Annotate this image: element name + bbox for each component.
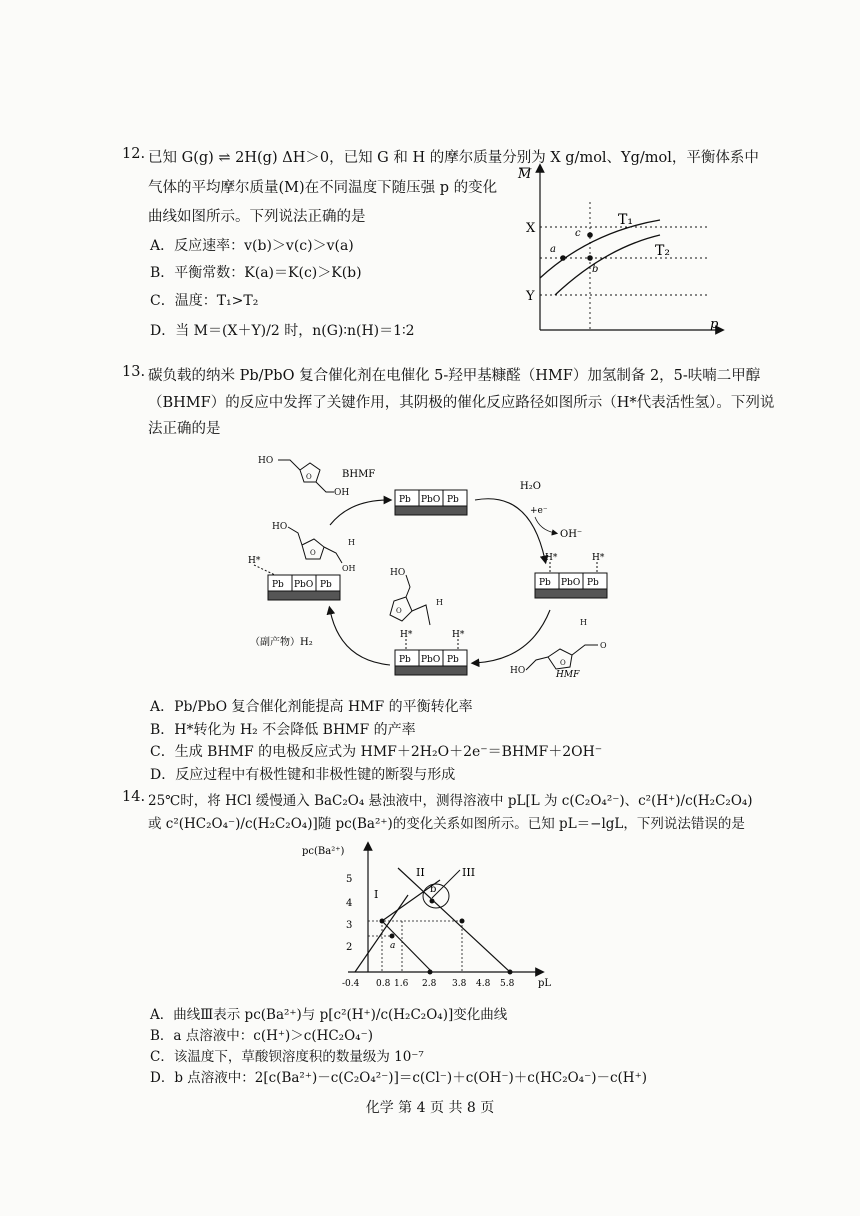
svg-text:II: II [416,866,425,879]
catalyst-top [395,490,467,515]
svg-text:Pb: Pb [399,655,411,665]
svg-text:-0.4: -0.4 [342,979,360,989]
catalyst-right [535,573,607,598]
svg-text:Pb: Pb [447,655,459,665]
catalyst-left [268,575,340,600]
q13-num: 13. [122,364,146,380]
svg-text:PbO: PbO [294,580,314,590]
svg-text:PbO: PbO [421,495,441,505]
q12-stem-line1: 12. [122,146,146,162]
q13-stem-text1: 碳负载的纳米 Pb/PbO 复合催化剂在电催化 5-羟甲基糠醛（HMF）加氢制备 2，5-呋喃二甲醇 [148,368,761,384]
q12-option-d: D．当 M＝(X＋Y)/2 时，n(G)∶n(H)＝1∶2 [150,323,415,339]
q12-curve-t2 [555,235,660,295]
svg-text:b: b [430,884,437,895]
q13-diagram [230,445,650,690]
q14-option-d: D．b 点溶液中：2[c(Ba²⁺)－c(C₂O₄²⁻)]＝c(Cl⁻)＋c(OH⁻)＋c(HC₂O₄⁻)－c(H⁺) [150,1070,647,1086]
svg-text:1.6: 1.6 [394,979,409,989]
svg-text:OH: OH [342,564,356,573]
page-footer: 化学 第 4 页 共 8 页 [365,1100,495,1116]
svg-text:2.8: 2.8 [422,979,437,989]
svg-text:5.8: 5.8 [500,979,515,989]
q14-option-a: A．曲线Ⅲ表示 pc(Ba²⁺)与 p[c²(H⁺)/c(H₂C₂O₄)]变化曲线 [150,1007,508,1023]
svg-text:Pb: Pb [539,578,551,588]
svg-text:Pb: Pb [399,495,411,505]
svg-text:3.8: 3.8 [452,979,467,989]
cycle-arrow-4 [330,500,388,525]
q14-curve-iii [398,868,510,972]
svg-text:H: H [348,538,355,547]
q12-label-t2: T₂ [655,243,670,259]
svg-text:OH: OH [334,488,350,498]
svg-text:III: III [462,866,476,879]
svg-text:O: O [310,549,316,557]
q12-graph [510,160,730,340]
svg-text:O: O [306,473,312,481]
bhmf-molecule [258,456,349,498]
svg-text:O: O [560,659,566,667]
svg-text:HO: HO [390,568,406,578]
q14-option-b: B．a 点溶液中：c(H⁺)＞c(HC₂O₄⁻) [150,1028,373,1044]
q12-option-b: B．平衡常数：K(a)＝K(c)＞K(b) [150,265,362,281]
q12-curve-t1 [540,220,660,278]
svg-text:H*: H* [592,553,605,563]
catalyst-bottom [395,650,467,675]
svg-text:Pb: Pb [587,578,599,588]
q14-stem-text2: 或 c²(HC₂O₄⁻)/c(H₂C₂O₄)]随 pc(Ba²⁺)的变化关系如图所示。已知 pL＝−lgL，下列说法错误的是 [148,816,745,832]
q12-tick-x: X [526,221,536,236]
svg-text:H*: H* [452,630,465,640]
q13-option-c: C．生成 BHMF 的电极反应式为 HMF＋2H₂O＋2e⁻＝BHMF＋2OH⁻ [150,744,603,760]
q12-point-b [587,255,593,261]
svg-text:H: H [580,618,587,627]
svg-text:OH⁻: OH⁻ [560,529,583,540]
svg-text:H*: H* [248,556,261,566]
hmf-middle [390,568,443,625]
q12-label-t1: T₁ [618,212,633,228]
svg-text:O: O [600,641,607,650]
q14-graph [300,840,560,995]
svg-text:O: O [396,607,402,615]
q13-stem-text2: （BHMF）的反应中发挥了关键作用，其阴极的催化反应路径如图所示（H*代表活性氢）。下列说 [148,395,775,411]
svg-text:HMF: HMF [556,670,580,680]
byproduct-label: （副产物）H₂ [250,637,313,648]
svg-text:b: b [592,264,599,275]
svg-text:a: a [390,941,396,951]
svg-text:2: 2 [346,942,353,953]
svg-text:c: c [575,228,581,239]
svg-text:Pb: Pb [320,580,332,590]
q14-option-c: C．该温度下，草酸钡溶度积的数量级为 10⁻⁷ [150,1049,424,1065]
q12-stem-text2: 气体的平均摩尔质量(M)在不同温度下随压强 p 的变化 [148,180,498,196]
q12-ylabel: M [518,167,532,182]
hmf-adsorbed-left [272,522,356,573]
svg-text:a: a [550,244,556,255]
svg-text:PbO: PbO [561,578,581,588]
svg-text:Pb: Pb [272,580,284,590]
svg-text:H₂O: H₂O [520,481,541,492]
q14-xlabel: pL [538,978,552,989]
svg-text:Pb: Pb [447,495,459,505]
q12-point-a [560,255,566,261]
q12-option-a: A．反应速率：v(b)＞v(c)＞v(a) [150,238,354,254]
q12-point-c [587,232,593,238]
q14-ylabel: pc(Ba²⁺) [302,846,345,857]
svg-text:+e⁻: +e⁻ [530,506,548,516]
svg-text:0.8: 0.8 [376,979,391,989]
q14-stem-text1: 25℃时，将 HCl 缓慢通入 BaC₂O₄ 悬浊液中，测得溶液中 pL[L 为 c(C₂O₄²⁻)、c²(H⁺)/c(H₂C₂O₄) [148,793,753,809]
svg-text:HO: HO [258,456,274,466]
svg-text:I: I [374,888,379,901]
svg-text:H: H [436,598,443,607]
q14-curve-i [355,895,408,972]
svg-text:H*: H* [400,630,413,640]
q14-num: 14. [122,789,146,805]
svg-text:BHMF: BHMF [342,469,376,480]
svg-text:H*: H* [545,553,558,563]
cycle-arrow-3 [330,610,390,665]
hmf-molecule [510,618,607,676]
cycle-arrow-2 [475,610,550,663]
svg-text:HO: HO [272,522,288,532]
svg-text:PbO: PbO [421,655,441,665]
svg-text:5: 5 [346,874,353,885]
svg-text:3: 3 [346,920,353,931]
svg-text:4.8: 4.8 [476,979,491,989]
q12-tick-y: Y [526,289,535,304]
q13-option-a: A．Pb/PbO 复合催化剂能提高 HMF 的平衡转化率 [150,699,473,715]
q12-stem-text1: 已知 G(g) ⇌ 2H(g) ΔH＞0，已知 G 和 H 的摩尔质量分别为 X g/mol、Yg/mol，平衡体系中 [148,150,759,166]
svg-text:4: 4 [346,898,353,909]
q12-stem-text3: 曲线如图所示。下列说法正确的是 [148,209,366,225]
q13-option-d: D．反应过程中有极性键和非极性键的断裂与形成 [150,767,456,783]
q13-option-b: B．H*转化为 H₂ 不会降低 BHMF 的产率 [150,722,416,738]
q13-stem-text3: 法正确的是 [148,421,221,437]
svg-text:HO: HO [510,666,526,676]
q12-xlabel: p [710,317,719,332]
q14-point-a [390,934,395,939]
q12-option-c: C．温度：T₁>T₂ [150,293,259,309]
q14-point-b [430,899,435,904]
